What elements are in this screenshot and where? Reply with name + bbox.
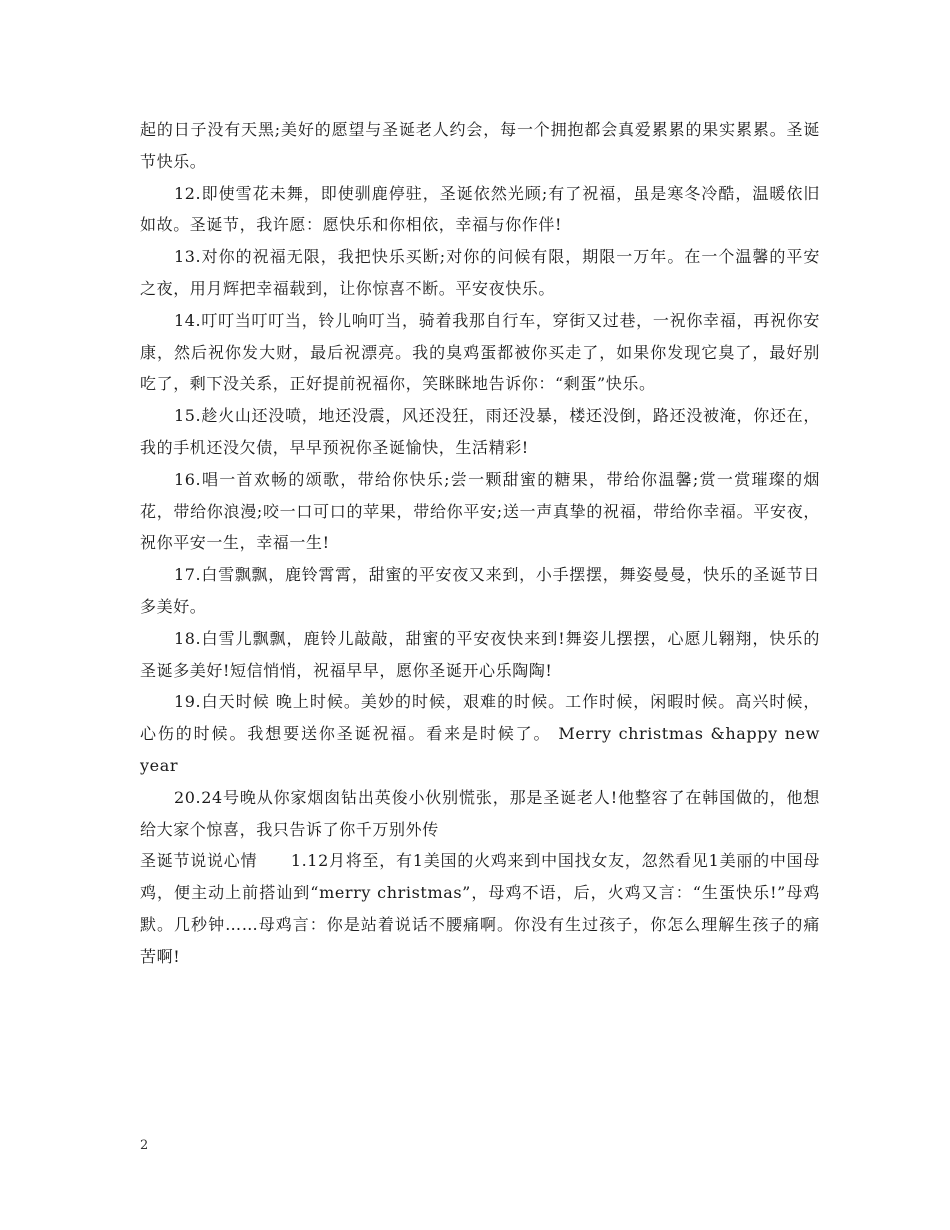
paragraph-16: 16.唱一首欢畅的颂歌，带给你快乐;尝一颗甜蜜的糖果，带给你温馨;赏一赏璀璨的烟花，带给你浪漫;咬一口可口的苹果，带给你平安;送一声真挚的祝福，带给你幸福。平安夜，祝你平安一生，幸福一生! — [140, 469, 820, 553]
paragraph-12: 12.即使雪花未舞，即使驯鹿停驻，圣诞依然光顾;有了祝福，虽是寒冬冷酷，温暖依旧如故。圣诞节，我许愿：愿快乐和你相依，幸福与你作伴! — [140, 183, 820, 235]
paragraph-section-mood: 圣诞节说说心情 1.12月将至，有1美国的火鸡来到中国找女友，忽然看见1美丽的中国母鸡，便主动上前搭讪到“merry christmas”，母鸡不语，后，火鸡又言：“生蛋快乐!”母鸡默。几秒钟……母鸡言：你是站着说话不腰痛啊。你没有生过孩子，你怎么理解生孩子的痛苦啊! — [140, 851, 820, 966]
paragraph-20: 20.24号晚从你家烟囱钻出英俊小伙别慌张，那是圣诞老人!他整容了在韩国做的，他想给大家个惊喜，我只告诉了你千万别外传 — [140, 787, 820, 839]
body-text — [140, 114, 820, 973]
paragraph-continuation: 起的日子没有天黑;美好的愿望与圣诞老人约会，每一个拥抱都会真爱累累的果实累累。圣诞节快乐。 — [140, 120, 820, 171]
page-number: 2 — [140, 1138, 149, 1153]
paragraph-13: 13.对你的祝福无限，我把快乐买断;对你的问候有限，期限一万年。在一个温馨的平安之夜，用月辉把幸福载到，让你惊喜不断。平安夜快乐。 — [140, 247, 820, 298]
paragraph-19: 19.白天时候 晚上时候。美妙的时候，艰难的时候。工作时候，闲暇时候。高兴时候，心伤的时候。我想要送你圣诞祝福。看来是时候了。 Merry christmas &happy new year — [140, 692, 820, 775]
paragraph-18: 18.白雪儿飘飘，鹿铃儿敲敲，甜蜜的平安夜快来到!舞姿儿摆摆，心愿儿翱翔，快乐的圣诞多美好!短信悄悄，祝福早早，愿你圣诞开心乐陶陶! — [140, 628, 820, 680]
paragraph-15: 15.趁火山还没喷，地还没震，风还没狂，雨还没暴，楼还没倒，路还没被淹，你还在，我的手机还没欠债，早早预祝你圣诞愉快，生活精彩! — [140, 406, 820, 457]
paragraph-17: 17.白雪飘飘，鹿铃霄霄，甜蜜的平安夜又来到，小手摆摆，舞姿曼曼，快乐的圣诞节日多美好。 — [140, 565, 820, 616]
paragraph-14: 14.叮叮当叮叮当，铃儿响叮当，骑着我那自行车，穿街又过巷，一祝你幸福，再祝你安康，然后祝你发大财，最后祝漂亮。我的臭鸡蛋都被你买走了，如果你发现它臭了，最好别吃了，剩下没关系，正好提前祝福你，笑眯眯地告诉你：“剩蛋”快乐。 — [140, 310, 820, 394]
